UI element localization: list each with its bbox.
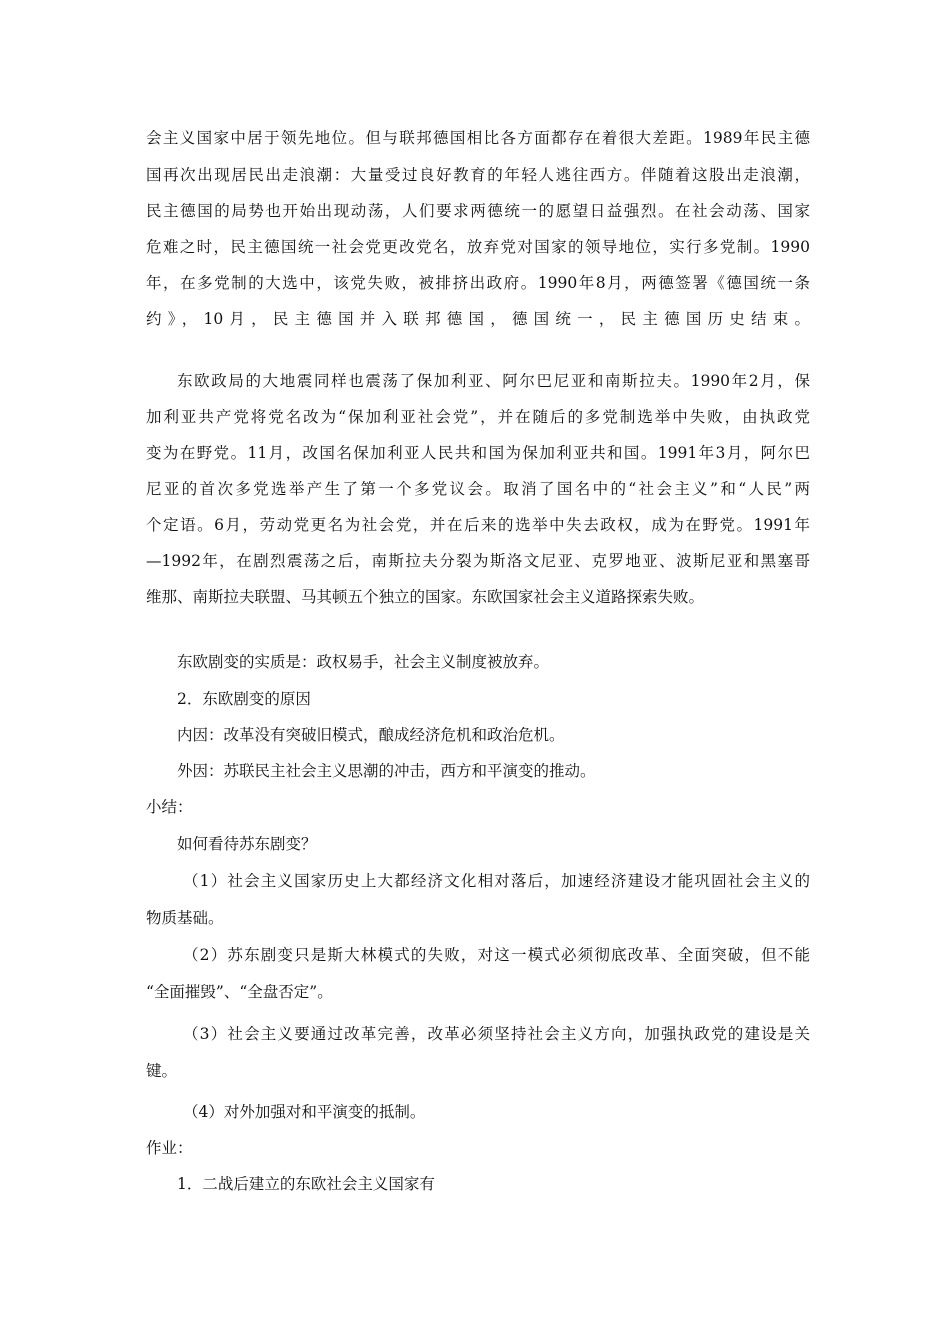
text-line: 会主义国家中居于领先地位。但与联邦德国相比各方面都存在着很大差距。1989年民主德 — [146, 129, 810, 147]
homework-item: 1．二战后建立的东欧社会主义国家有 — [177, 1175, 435, 1193]
summary-question: 如何看待苏东剧变？ — [177, 835, 317, 853]
text-line: 变为在野党。11月，改国名保加利亚人民共和国为保加利亚共和国。1991年3月，阿尔巴 — [146, 444, 810, 462]
text-line: 维那、南斯拉夫联盟、马其顿五个独立的国家。东欧国家社会主义道路探索失败。 — [146, 588, 705, 606]
homework-label: 作业： — [146, 1139, 193, 1157]
text-line: 加利亚共产党将党名改为“保加利亚社会党”，并在随后的多党制选举中失败，由执政党 — [146, 408, 810, 426]
text-line: —1992年，在剧烈震荡之后，南斯拉夫分裂为斯洛文尼亚、克罗地亚、波斯尼亚和黑塞哥 — [146, 552, 810, 570]
point-line: 键。 — [146, 1062, 178, 1080]
text-line: 国再次出现居民出走浪潮：大量受过良好教育的年轻人逃往西方。伴随着这股出走浪潮， — [146, 166, 810, 184]
point-line: （4）对外加强对和平演变的抵制。 — [183, 1103, 426, 1121]
point-line: （2）苏东剧变只是斯大林模式的失败，对这一模式必须彻底改革、全面突破，但不能 — [183, 946, 810, 964]
text-line: 个定语。6月，劳动党更名为社会党，并在后来的选举中失去政权，成为在野党。1991年 — [146, 516, 810, 534]
cause-internal: 内因：改革没有突破旧模式，酿成经济危机和政治危机。 — [177, 726, 565, 744]
point-line: （3）社会主义要通过改革完善，改革必须坚持社会主义方向，加强执政党的建设是关 — [183, 1025, 810, 1043]
cause-external: 外因：苏联民主社会主义思潮的冲击，西方和平演变的推动。 — [177, 762, 596, 780]
text-line: 危难之时，民主德国统一社会党更改党名，放弃党对国家的领导地位，实行多党制。1990 — [146, 238, 810, 256]
text-line: 约》，10月，民主德国并入联邦德国，德国统一，民主德国历史结束。 — [146, 310, 810, 328]
point-line: “全面摧毁”、“全盘否定”。 — [146, 983, 333, 1001]
point-line: （1）社会主义国家历史上大都经济文化相对落后，加速经济建设才能巩固社会主义的 — [183, 872, 810, 890]
essence-text: 东欧剧变的实质是：政权易手，社会主义制度被放弃。 — [177, 653, 550, 671]
text-line: 东欧政局的大地震同样也震荡了保加利亚、阿尔巴尼亚和南斯拉夫。1990年2月，保 — [177, 372, 810, 390]
text-line: 年，在多党制的大选中，该党失败，被排挤出政府。1990年8月，两德签署《德国统一条 — [146, 274, 810, 292]
section-heading: 2．东欧剧变的原因 — [177, 690, 311, 708]
text-line: 尼亚的首次多党选举产生了第一个多党议会。取消了国名中的“社会主义”和“人民”两 — [146, 480, 810, 498]
text-line: 民主德国的局势也开始出现动荡，人们要求两德统一的愿望日益强烈。在社会动荡、国家 — [146, 202, 810, 220]
summary-label: 小结： — [146, 798, 193, 816]
point-line: 物质基础。 — [146, 909, 224, 927]
